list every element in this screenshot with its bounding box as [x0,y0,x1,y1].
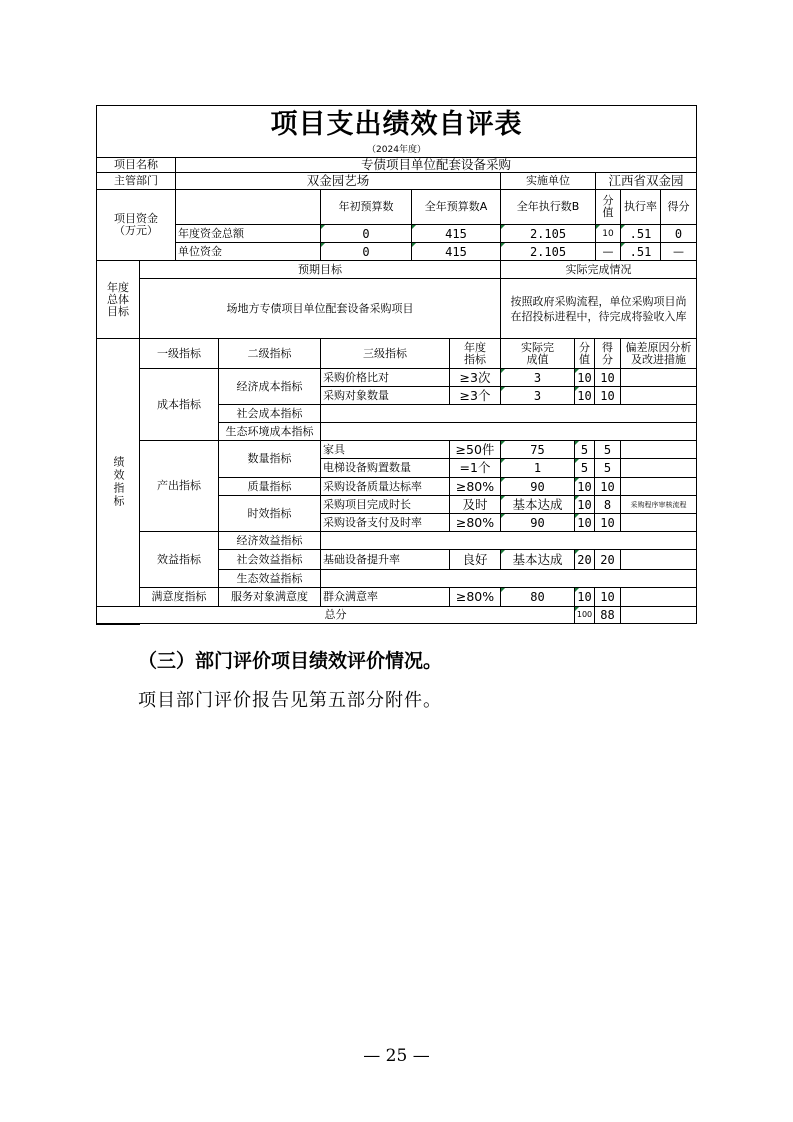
funds-initial: 0 [320,224,412,243]
target-cell: =1个 [449,458,501,478]
lv1-satisfaction: 满意度指标 [139,587,219,607]
funds-got: — [660,242,697,261]
lv2-quantity: 数量指标 [218,440,321,478]
lv2-quality: 质量指标 [218,477,321,496]
reason-cell [620,386,697,405]
reason-cell [620,477,697,496]
actual-cell: 3 [500,386,575,405]
lv1-output: 产出指标 [139,440,219,532]
reason-cell [620,549,697,570]
lv2-social-cost: 社会成本指标 [218,404,321,423]
actual-text: 按照政府采购流程，单位采购项目尚在招投标进程中，待完成将验收入库 [500,278,697,339]
funds-blank [175,189,321,225]
got-cell: 10 [594,477,621,496]
got-cell: 8 [594,495,621,514]
reason-cell [620,587,697,607]
funds-exec: 2.105 [500,242,596,261]
target-cell: ≥80% [449,587,501,607]
target-cell: ≥80% [449,477,501,496]
lv3-cell: 基础设备提升率 [320,549,450,570]
reason-cell [620,368,697,387]
reason-cell [620,440,697,459]
h-actual: 实际完成值 [500,338,575,369]
empty-row [320,422,697,441]
lv3-cell: 采购对象数量 [320,386,450,405]
target-cell: ≥3个 [449,386,501,405]
impl-label: 实施单位 [500,172,596,190]
score-cell: 10 [574,386,595,405]
performance-table [96,105,697,624]
col-annual: 全年预算数A [411,189,501,225]
table-year: （2024年度） [96,143,697,157]
actual-cell: 基本达成 [500,495,575,514]
score-cell: 10 [574,477,595,496]
col-rate: 执行率 [620,189,661,225]
lv1-benefit: 效益指标 [139,531,219,588]
got-cell: 10 [594,386,621,405]
h-lv1: 一级指标 [139,338,219,369]
target-cell: ≥50件 [449,440,501,459]
lv3-cell: 电梯设备购置数量 [320,458,450,478]
lv3-cell: 群众满意率 [320,587,450,607]
actual-cell: 基本达成 [500,549,575,570]
lv3-cell: 采购项目完成时长 [320,495,450,514]
dept-value: 双金园艺场 [175,172,501,190]
actual-cell: 3 [500,368,575,387]
got-cell: 20 [594,549,621,570]
score-cell: 10 [574,587,595,607]
lv2-eco-benefit: 生态效益指标 [218,569,321,588]
target-cell: 良好 [449,549,501,570]
h-score: 分值 [574,338,595,369]
funds-score: — [595,242,621,261]
funds-annual: 415 [411,224,501,243]
col-got: 得分 [660,189,697,225]
reason-cell: 采购程序审核流程 [620,495,697,514]
col-exec: 全年执行数B [500,189,596,225]
total-got: 88 [594,606,621,624]
section-heading: （三）部门评价项目绩效评价情况。 [138,650,443,672]
got-cell: 5 [594,440,621,459]
funds-exec: 2.105 [500,224,596,243]
actual-cell: 1 [500,458,575,478]
got-cell: 10 [594,513,621,532]
reason-cell [620,458,697,478]
actual-cell: 80 [500,587,575,607]
funds-rate: .51 [620,224,661,243]
score-cell: 5 [574,440,595,459]
score-cell: 10 [574,495,595,514]
actual-cell: 90 [500,477,575,496]
target-cell: 及时 [449,495,501,514]
lv3-cell: 采购设备质量达标率 [320,477,450,496]
empty-row [320,531,697,550]
project-name-label: 项目名称 [96,157,176,173]
score-cell: 5 [574,458,595,478]
lv2-time: 时效指标 [218,495,321,532]
reason-cell [620,513,697,532]
total-reason [620,606,697,624]
funds-got: 0 [660,224,697,243]
dept-label: 主管部门 [96,172,176,190]
lv3-cell: 家具 [320,440,450,459]
h-lv2: 二级指标 [218,338,321,369]
funds-rate: .51 [620,242,661,261]
target-cell: ≥3次 [449,368,501,387]
actual-cell: 90 [500,513,575,532]
col-score: 分值 [595,189,621,225]
empty-row [320,569,697,588]
funds-row-label: 年度资金总额 [175,224,321,243]
score-cell: 10 [574,368,595,387]
got-cell: 10 [594,368,621,387]
total-score: 100 [574,606,595,624]
got-cell: 10 [594,587,621,607]
lv1-cost: 成本指标 [139,368,219,441]
h-got: 得分 [594,338,621,369]
lv2-econ-benefit: 经济效益指标 [218,531,321,550]
funds-annual: 415 [411,242,501,261]
got-cell: 5 [594,458,621,478]
section-paragraph: 项目部门评价报告见第五部分附件。 [138,690,442,711]
funds-row-label: 单位资金 [175,242,321,261]
expected-text: 场地方专债项目单位配套设备采购项目 [139,278,501,339]
total-label: 总分 [96,606,575,624]
lv3-cell: 采购价格比对 [320,368,450,387]
h-reason: 偏差原因分析及改进措施 [620,338,697,369]
lv2-eco-cost: 生态环境成本指标 [218,422,321,441]
funds-label: 项目资金（万元） [96,189,176,261]
h-target: 年度指标 [449,338,501,369]
actual-cell: 75 [500,440,575,459]
project-name: 专债项目单位配套设备采购 [175,157,697,173]
table-title: 项目支出绩效自评表 [96,105,697,143]
expected-label: 预期目标 [139,260,501,279]
score-cell: 10 [574,513,595,532]
lv2-service: 服务对象满意度 [218,587,321,607]
impl-value: 江西省双金园 [595,172,697,190]
page-number: — 25 — [363,1046,430,1066]
empty-row [320,404,697,423]
lv2-econ-cost: 经济成本指标 [218,368,321,405]
funds-initial: 0 [320,242,412,261]
funds-score: 10 [595,224,621,243]
score-cell: 20 [574,549,595,570]
lv3-cell: 采购设备支付及时率 [320,513,450,532]
h-lv3: 三级指标 [320,338,450,369]
perf-label: 绩效指标 [96,338,140,625]
col-initial: 年初预算数 [320,189,412,225]
lv2-social-benefit: 社会效益指标 [218,549,321,570]
target-cell: ≥80% [449,513,501,532]
actual-label: 实际完成情况 [500,260,697,279]
goal-label: 年度总体目标 [96,260,140,339]
